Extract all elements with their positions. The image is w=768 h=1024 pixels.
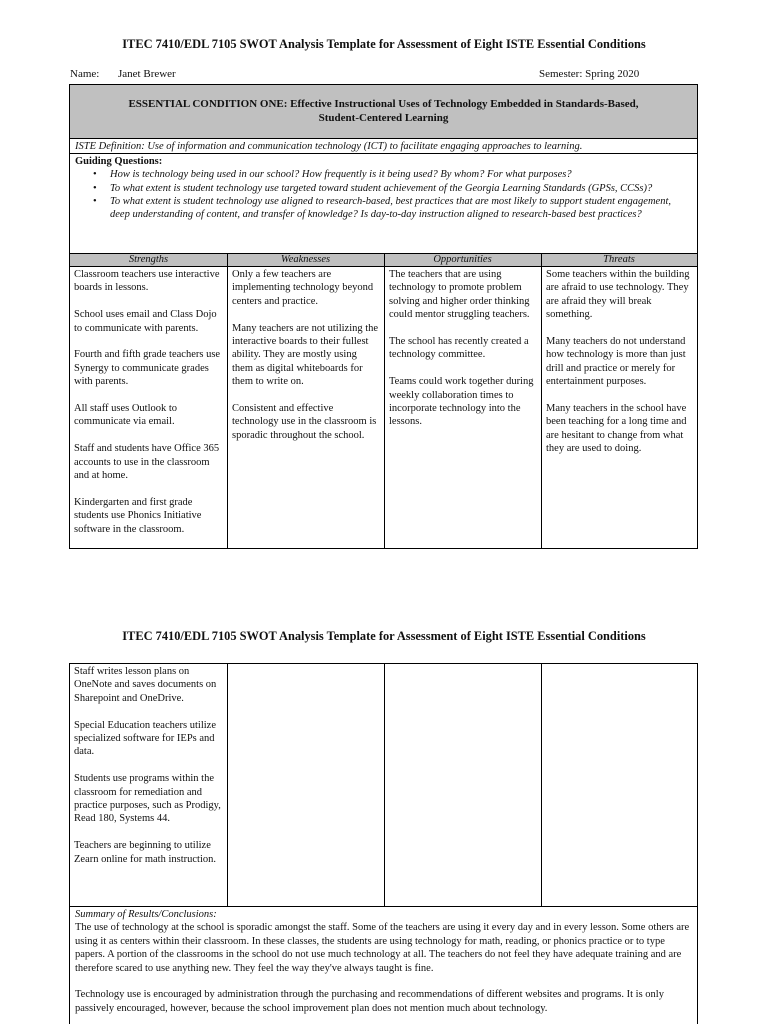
opportunity-item: Teams could work together during weekly collaboration times to incorporate technology into the lessons.	[389, 376, 534, 428]
opportunity-item: The school has recently created a technology committee.	[389, 336, 529, 361]
threats-cell	[542, 267, 697, 548]
condition-line-1: ESSENTIAL CONDITION ONE: Effective Instructional Uses of Technology Embedded in Standards-Based,	[128, 98, 639, 110]
strength-item: Staff writes lesson plans on OneNote and saves documents on Sharepoint and OneDrive.	[74, 666, 217, 704]
name-label: Name:	[70, 68, 100, 80]
condition-heading	[70, 85, 697, 139]
opportunities-cell	[385, 267, 541, 548]
iste-definition: ISTE Definition: Use of information and communication technology (ICT) to facilitate engaging approaches to learning.	[70, 139, 697, 154]
threat-item: Many teachers in the school have been teaching for a long time and are hesitant to change from what they are used to doing.	[546, 403, 687, 455]
threat-item: Many teachers do not understand how technology is more than just drill and practice or merely for entertainment purposes.	[546, 336, 686, 388]
strength-item: Special Education teachers utilize specialized software for IEPs and data.	[74, 719, 216, 758]
strength-item: All staff uses Outlook to communicate via email.	[74, 403, 178, 428]
guiding-heading: Guiding Questions:	[75, 156, 163, 167]
column-divider	[227, 664, 228, 906]
summary-paragraph: Technology use is encouraged by administration through the purchasing and recommendations of different websites and programs. It is only passively encouraged, however, because the school improvement plan does not mention much about technology.	[75, 989, 664, 1014]
bullet-icon: •	[93, 169, 97, 181]
weakness-item: Consistent and effective technology use in the classroom is sporadic throughout the school.	[232, 403, 377, 441]
name-row	[70, 68, 698, 82]
header-opportunities: Opportunities	[433, 254, 492, 265]
weaknesses-cell	[228, 267, 384, 548]
swot-table-continued	[69, 663, 698, 1024]
summary-label: Summary of Results/Conclusions:	[75, 909, 217, 920]
threat-item: Some teachers within the building are afraid to use technology. They are afraid they will break something.	[546, 269, 690, 321]
summary-paragraph: The use of technology at the school is sporadic amongst the staff. Some of the teachers are using it every day and in every lesson. Some others are using it as centers within their classroom. In these classes, the students are using technology for math, reading, or phonics practice or to type papers. A portion of the classrooms in the school do not use much technology at all. The teachers do not feel they have adequate training and are therefore scared to use anything new. They feel the way they've always taught is fine.	[75, 922, 690, 974]
summary-section	[70, 906, 697, 1024]
document-title-page-2: ITEC 7410/EDL 7105 SWOT Analysis Template for Assessment of Eight ISTE Essential Conditions	[122, 629, 646, 643]
column-divider	[541, 664, 542, 906]
opportunity-item: The teachers that are using technology to promote problem solving and higher order thinking could mentor struggling teachers.	[389, 269, 530, 321]
guiding-question: • How is technology being used in our school? How frequently is it being used? By whom? For what purposes?	[93, 169, 572, 181]
strengths-cell	[70, 267, 227, 548]
strength-item: Students use programs within the classroom for remediation and practice purposes, such as Prodigy, Read 180, Systems 44.	[74, 773, 221, 825]
weakness-item: Many teachers are not utilizing the interactive boards to their fullest ability. They are mostly using them as digital whiteboards for them to write on.	[232, 322, 379, 388]
header-strengths: Strengths	[128, 254, 169, 265]
strength-item: Kindergarten and first grade students use Phonics Initiative software in the classroom.	[74, 496, 202, 535]
column-divider	[384, 664, 385, 906]
guiding-question: • To what extent is student technology use targeted toward student achievement of the Georgia Learning Standards (GPSs, CCSs)?	[93, 182, 653, 194]
semester: Semester: Spring 2020	[539, 68, 640, 80]
strengths-cell-continued	[70, 664, 227, 906]
condition-line-2: Student-Centered Learning	[318, 112, 449, 124]
document-title: ITEC 7410/EDL 7105 SWOT Analysis Template for Assessment of Eight ISTE Essential Conditions	[122, 37, 646, 51]
strength-item: Fourth and fifth grade teachers use Synergy to communicate grades with parents.	[74, 349, 221, 388]
strength-item: School uses email and Class Dojo to communicate with parents.	[74, 309, 217, 334]
swot-table	[69, 84, 698, 549]
header-threats: Threats	[603, 254, 635, 265]
header-weaknesses: Weaknesses	[280, 254, 331, 265]
guiding-questions	[70, 154, 697, 253]
bullet-icon: •	[93, 195, 97, 207]
name-value: Janet Brewer	[118, 68, 176, 80]
strength-item: Teachers are beginning to utilize Zearn online for math instruction.	[74, 840, 217, 865]
guiding-question: • To what extent is student technology use aligned to research-based, best practices that are most likely to support student engagement, deep understanding of content, and transfer of knowledge? Is day-to-day instruction aligned to research-based best practices?	[93, 195, 671, 221]
bullet-icon: •	[93, 182, 97, 194]
weakness-item: Only a few teachers are implementing technology beyond centers and practice.	[232, 269, 374, 307]
strength-item: Classroom teachers use interactive boards in lessons.	[74, 269, 220, 294]
strength-item: Staff and students have Office 365 accounts to use in the classroom and at home.	[74, 443, 220, 482]
